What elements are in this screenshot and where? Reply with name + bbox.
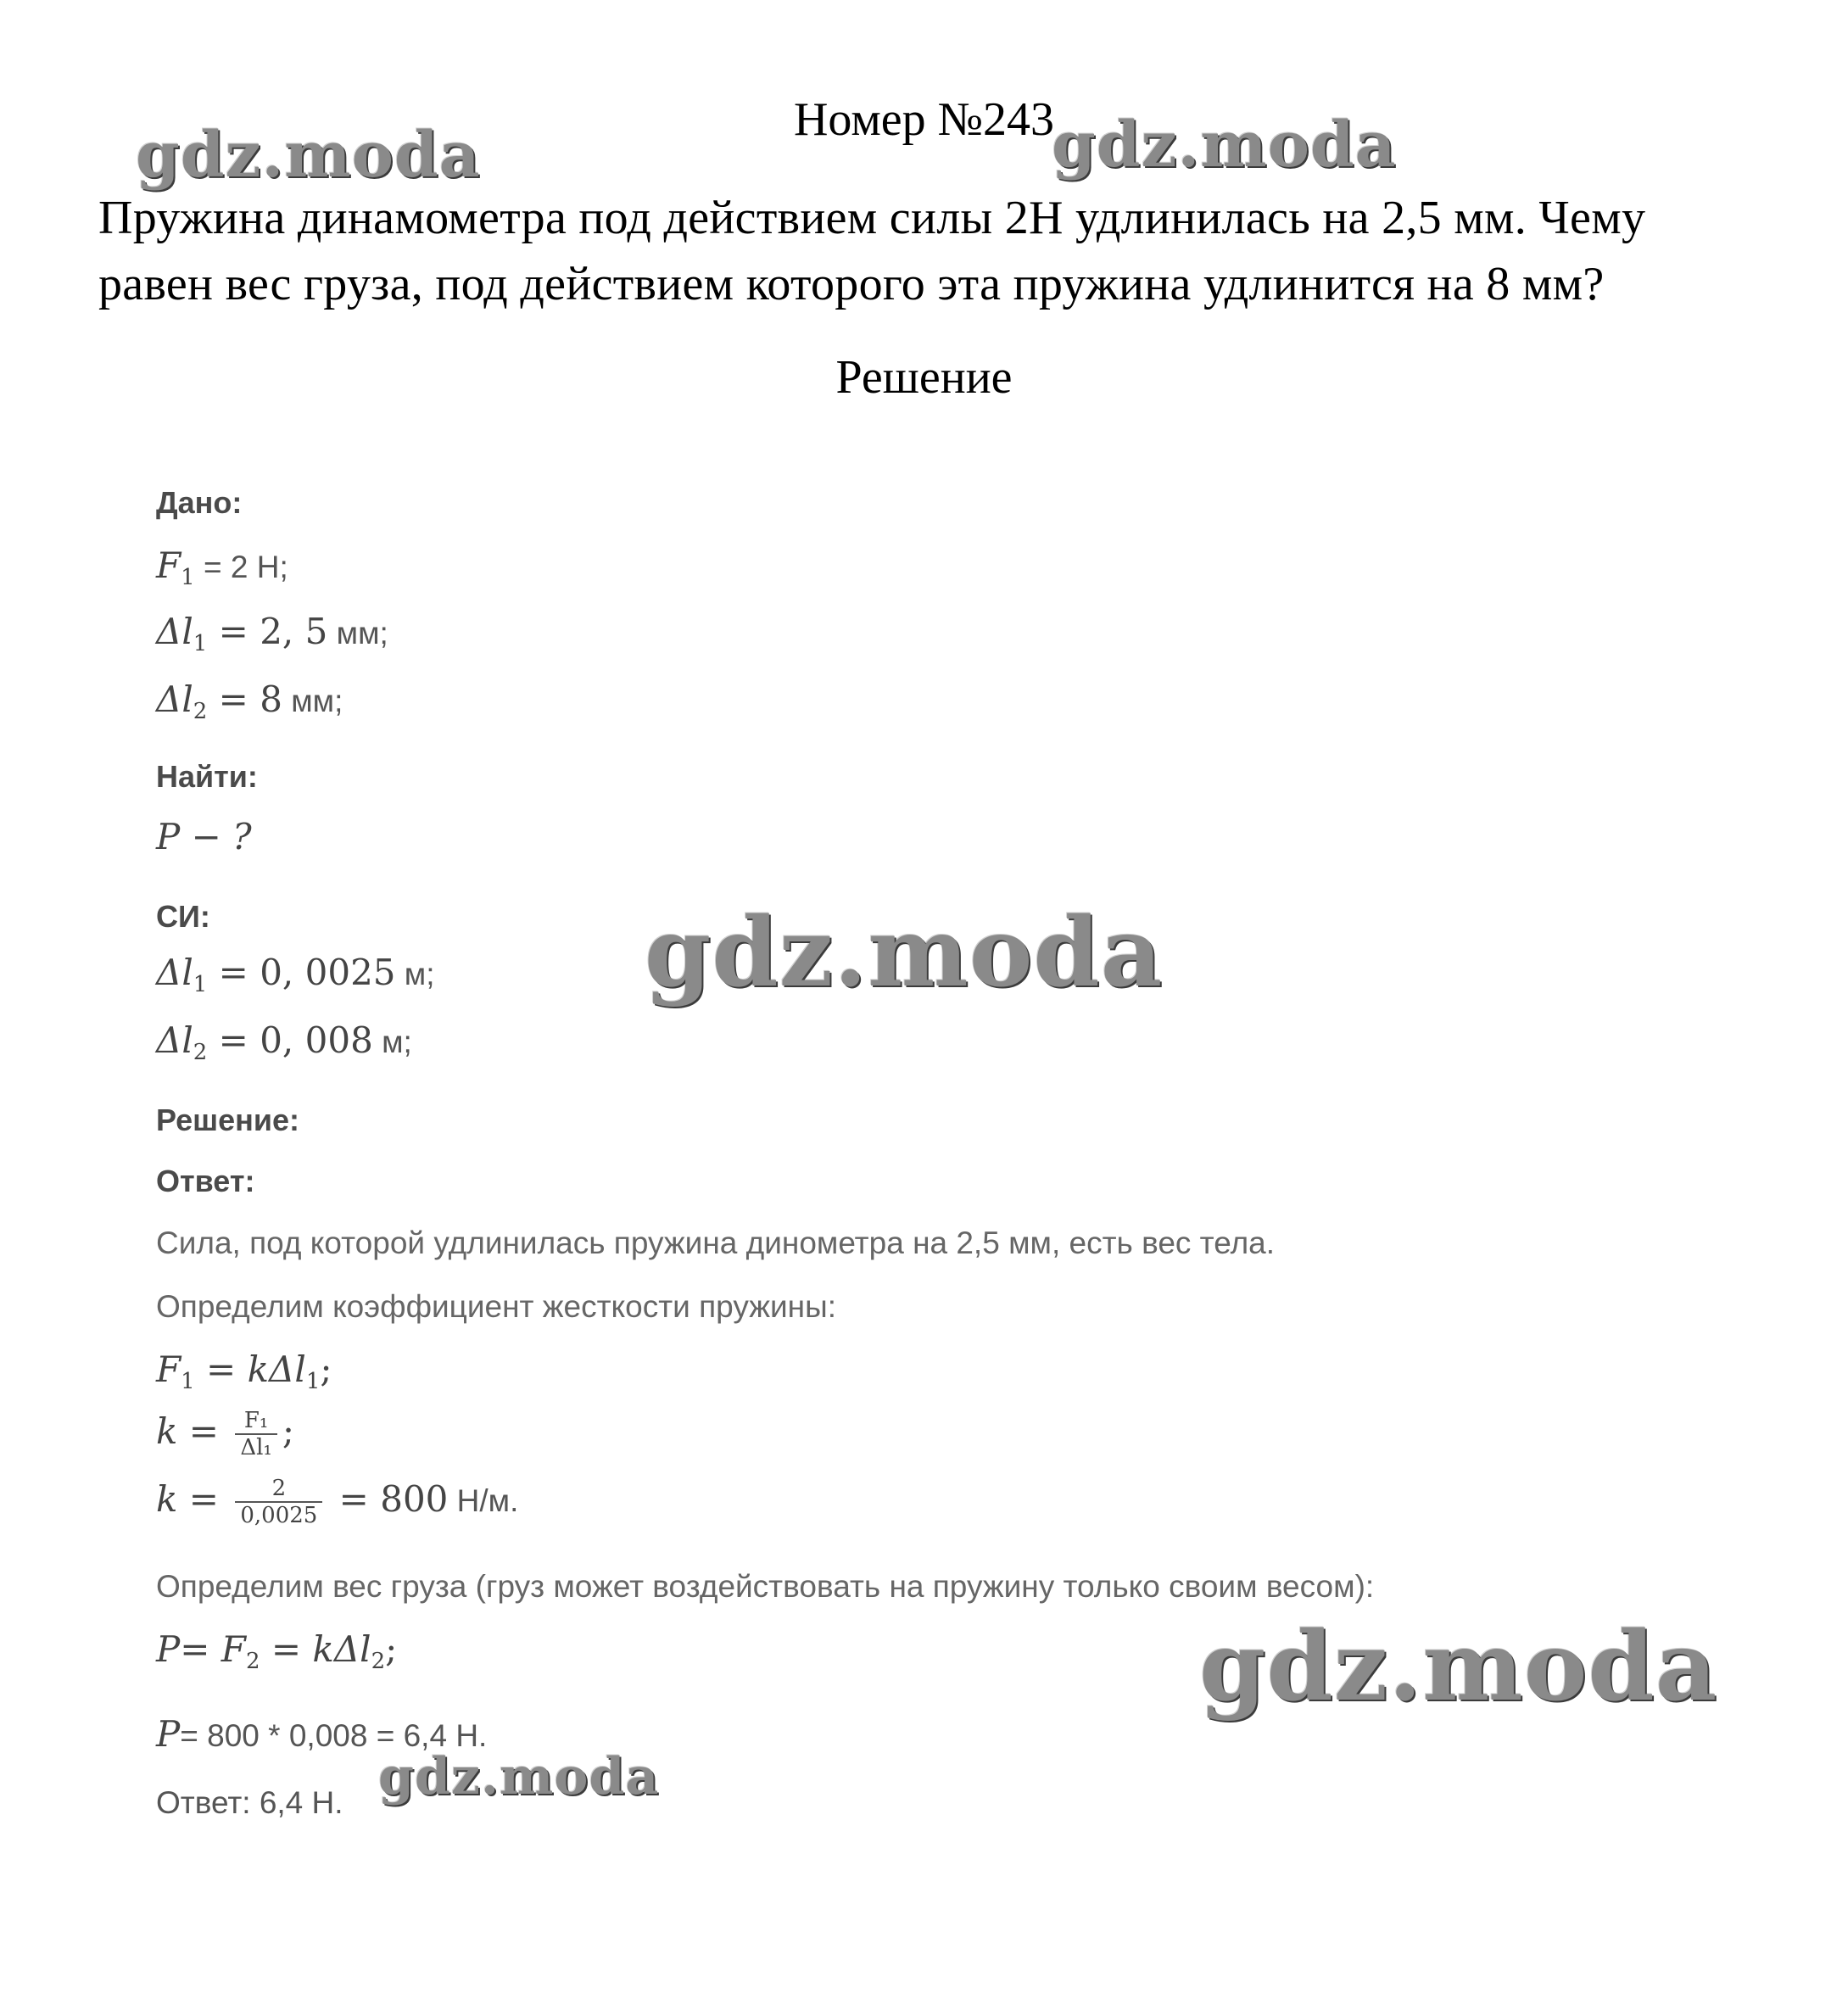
equation-1: $F_1 = k\Delta l_1$;	[156, 1348, 332, 1394]
final-answer: Ответ: 6,4 Н.	[156, 1785, 343, 1820]
equation-2: k = $\frac{\text{F₁}}{\text{Δl₁}}$ ;	[156, 1408, 295, 1460]
equation-4: $P= F_2 = k\Delta l_2$;	[156, 1628, 398, 1674]
given-dl1: $\Delta l_1 = 2$, 5 мм;	[156, 611, 388, 656]
si-label: СИ:	[156, 899, 210, 934]
equation-3: k = $\frac{2}{0,0025}$ = 800 Н/м.	[156, 1476, 519, 1528]
fraction: $\frac{\text{F₁}}{\text{Δl₁}}$	[235, 1408, 277, 1460]
watermark-logo: gdz.moda	[1199, 1611, 1718, 1722]
answer-label: Ответ:	[156, 1164, 255, 1198]
find-p: P − ?	[156, 816, 252, 857]
solution-heading: Решение	[835, 351, 1013, 404]
watermark-logo: gdz.moda	[378, 1747, 660, 1806]
si-dl2: $\Delta l_2 = 0$, 008 м;	[156, 1019, 412, 1065]
watermark-logo: gdz.moda	[136, 119, 481, 192]
si-dl1: $\Delta l_1 = 0$, 0025 м;	[156, 952, 435, 997]
solution-text-3: Определим вес груза (груз может воздействовать на пружину только своим весом):	[156, 1569, 1375, 1604]
solution-text-1: Сила, под которой удлинилась пружина динометра на 2,5 мм, есть вес тела.	[156, 1226, 1276, 1260]
problem-line-1: Пружина динамометра под действием силы 2Н удлинилась на 2,5 мм. Чему	[98, 192, 1646, 244]
fraction: $\frac{2}{0,0025}$	[235, 1476, 322, 1528]
given-f1: $F_1 = 2$ Н;	[156, 544, 288, 590]
page-title: Номер №243	[793, 93, 1055, 146]
watermark-logo: gdz.moda	[645, 897, 1164, 1008]
equation-5: P= 800 * 0,008 = 6,4 Н.	[156, 1713, 488, 1755]
find-label: Найти:	[156, 759, 258, 794]
watermark-logo: gdz.moda	[1052, 109, 1397, 181]
solution-label: Решение:	[156, 1103, 300, 1137]
given-label: Дано:	[156, 485, 243, 520]
solution-text-2: Определим коэффициент жесткости пружины:	[156, 1289, 836, 1324]
problem-statement	[98, 185, 1778, 317]
problem-line-2: равен вес груза, под действием которого эта пружина удлинится на 8 мм?	[98, 258, 1605, 310]
given-dl2: $\Delta l_2 = 8$ мм;	[156, 678, 343, 724]
